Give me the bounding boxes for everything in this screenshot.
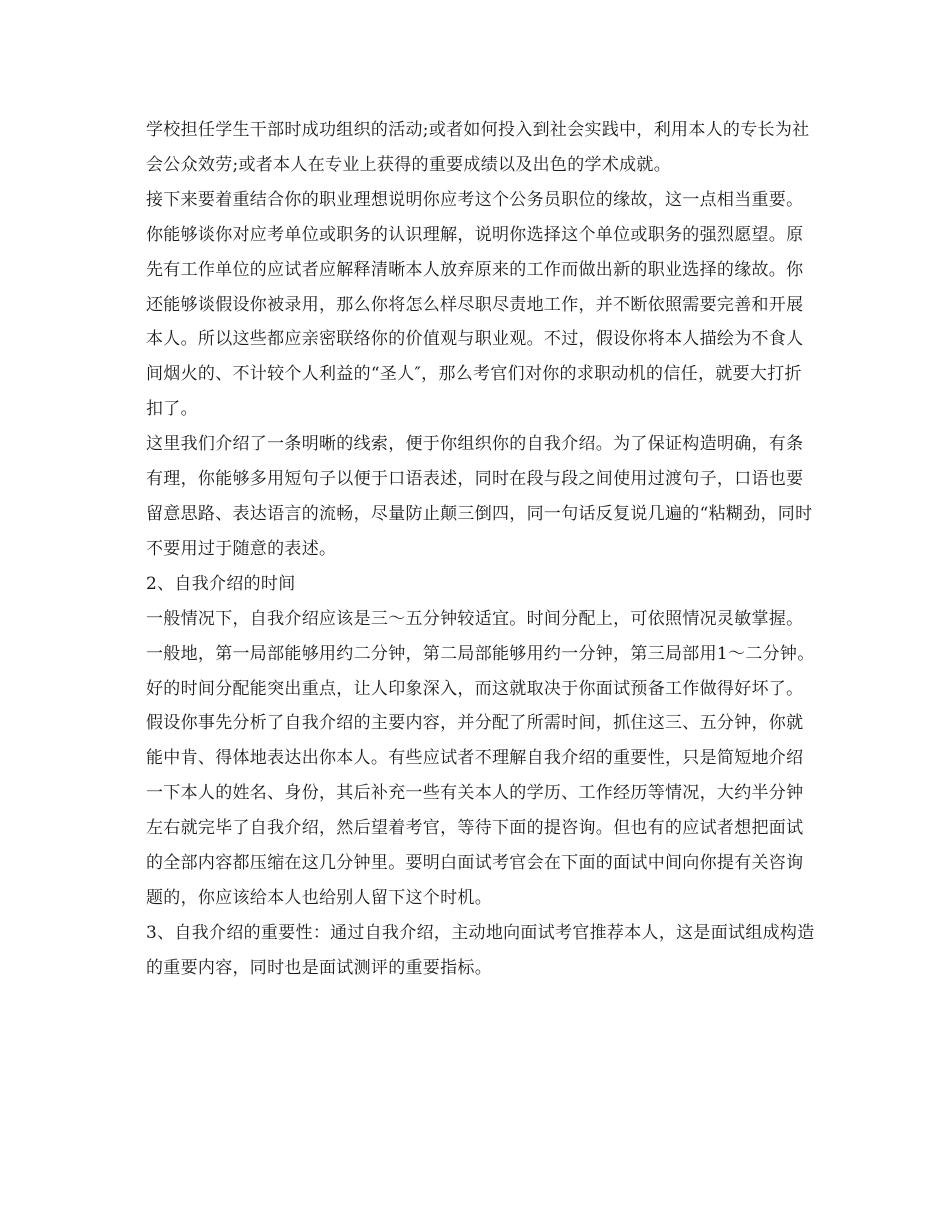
paragraph-career-motivation: 接下来要着重结合你的职业理想说明你应考这个公务员职位的缘故，这一点相当重要。你能够谈你对应考单位或职务的认识理解，说明你选择这个单位或职务的强烈愿望。原先有工作单位的应试者应解释清晰本人放弃原来的工作而做出新的职业选择的缘故。你还能够谈假设你被录用，那么你将怎么样尽职尽责地工作，并不断依照需要完善和开展本人。所以这些都应亲密联络你的价值观与职业观。不过，假设你将本人描绘为不食人间烟火的、不计较个人利益的“圣人″，那么考官们对你的求职动机的信任，就要大打折扣了。 <box>146 189 804 420</box>
paragraph-importance: 3、自我介绍的重要性：通过自我介绍，主动地向面试考官推荐本人，这是面试组成构造的重要内容，同时也是面试测评的重要指标。 <box>146 922 815 978</box>
paragraph-achievements: 学校担任学生干部时成功组织的活动;或者如何投入到社会实践中，利用本人的专长为社会公众效劳;或者本人在专业上获得的重要成绩以及出色的学术成就。 <box>146 120 810 175</box>
document-body <box>146 113 816 986</box>
paragraph-time-allocation: 一般情况下，自我介绍应该是三～五分钟较适宜。时间分配上，可依照情况灵敏掌握。一般地，第一局部能够用约二分钟，第二局部能够用约一分钟，第三局部用1～二分钟。 <box>146 608 815 664</box>
paragraph-time-importance: 好的时间分配能突出重点，让人印象深入，而这就取决于你面试预备工作做得好坏了。假设你事先分析了自我介绍的主要内容，并分配了所需时间，抓住这三、五分钟，你就能中肯、得体地表达出你本人。有些应试者不理解自我介绍的重要性，只是简短地介绍一下本人的姓名、身份，其后补充一些有关本人的学历、工作经历等情况，大约半分钟左右就完毕了自我介绍，然后望着考官，等待下面的提咨询。但也有的应试者想把面试的全部内容都压缩在这几分钟里。要明白面试考官会在下面的面试中间向你提有关咨询题的，你应该给本人也给别人留下这个时机。 <box>146 678 804 908</box>
paragraph-structure-advice: 这里我们介绍了一条明晰的线索，便于你组织你的自我介绍。为了保证构造明确，有条有理，你能够多用短句子以便于口语表述，同时在段与段之间使用过渡句子，口语也要留意思路、表达语言的流畅，尽量防止颠三倒四，同一句话反复说几遍的“粘糊劲，同时不要用过于随意的表述。 <box>146 434 813 559</box>
section-heading-time: 2、自我介绍的时间 <box>146 573 296 594</box>
